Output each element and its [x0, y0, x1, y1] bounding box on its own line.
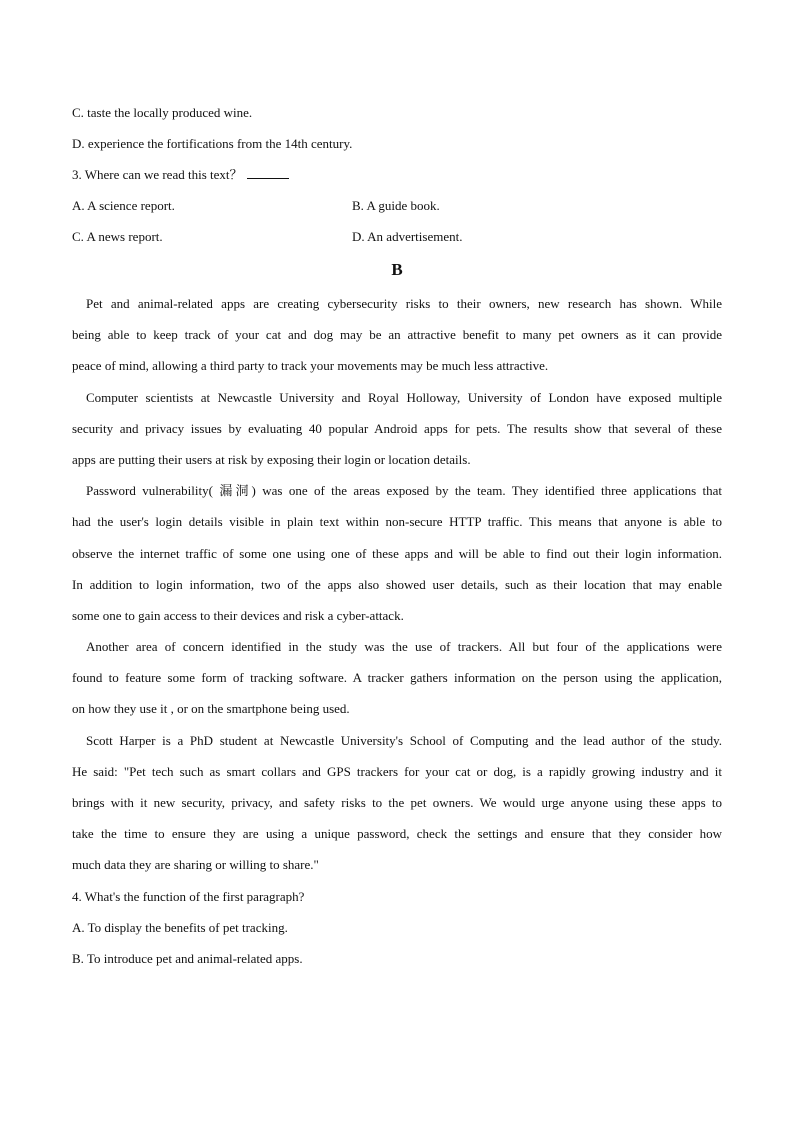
- paragraph-line: take the time to ensure they are using a unique password, check the settings and ensure that they consider how: [72, 826, 722, 842]
- paragraph-line: security and privacy issues by evaluating 40 popular Android apps for pets. The results show that several of these: [72, 420, 722, 436]
- question-4-option-a: A. To display the benefits of pet tracking.: [72, 919, 288, 935]
- paragraph-line: peace of mind, allowing a third party to track your movements may be much less attractive.: [72, 358, 549, 374]
- paragraph-2: [72, 382, 722, 476]
- paragraph-line: Computer scientists at Newcastle University and Royal Holloway, University of London have exposed multiple: [86, 389, 722, 405]
- paragraph-line: being able to keep track of your cat and dog may be an attractive benefit to many pet owners as it can provide: [72, 327, 722, 343]
- question-3-option-d: D. An advertisement.: [352, 229, 463, 244]
- paragraph-line: Password vulnerability( 漏洞) was one of the areas exposed by the team. They identified three applications that: [86, 483, 722, 499]
- option-c-prev-question: C. taste the locally produced wine.: [72, 105, 253, 120]
- paragraph-5: [72, 725, 722, 881]
- option-d-prev-question: D. experience the fortifications from the 14th century.: [72, 136, 353, 151]
- question-3-options-row-1: [72, 190, 722, 221]
- answer-blank: [247, 168, 289, 179]
- paragraph-line: brings with it new security, privacy, and safety risks to the pet owners. We would urge anyone using these apps to: [72, 795, 722, 810]
- paragraph-3: [72, 475, 722, 631]
- section-b-title: B: [391, 260, 403, 279]
- question-4-text: 4. What's the function of the first paragraph?: [72, 888, 305, 904]
- paragraph-line: much data they are sharing or willing to share.": [72, 857, 319, 873]
- paragraph-line: some one to gain access to their devices and risk a cyber-attack.: [72, 607, 404, 623]
- question-3: [72, 159, 722, 190]
- paragraph-line: had the user's login details visible in plain text within non-secure HTTP traffic. This means that anyone is able to: [72, 514, 722, 530]
- paragraph-1: [72, 288, 722, 382]
- question-3-option-c: C. A news report.: [72, 229, 163, 244]
- paragraph-line: found to feature some form of tracking software. A tracker gathers information on the person using the application,: [72, 670, 722, 686]
- paragraph-4: [72, 631, 722, 725]
- paragraph-line: In addition to login information, two of the apps also showed user details, such as their location that may enable: [72, 576, 722, 592]
- question-3-text: 3. Where can we read this text？: [72, 167, 243, 182]
- paragraph-line: Another area of concern identified in the study was the use of trackers. All but four of the applications were: [86, 639, 722, 655]
- document-page: [72, 97, 722, 974]
- paragraph-line: on how they use it , or on the smartphone being used.: [72, 701, 350, 717]
- question-3-option-a: A. A science report.: [72, 198, 175, 213]
- paragraph-line: Pet and animal-related apps are creating cybersecurity risks to their owners, new research has shown. While: [86, 296, 722, 311]
- paragraph-line: Scott Harper is a PhD student at Newcastle University's School of Computing and the lead author of the study.: [86, 732, 722, 748]
- question-3-options-row-2: [72, 221, 722, 252]
- paragraph-line: apps are putting their users at risk by exposing their login or location details.: [72, 451, 471, 467]
- question-4-option-b: B. To introduce pet and animal-related apps.: [72, 950, 303, 966]
- question-3-option-b: B. A guide book.: [352, 198, 440, 213]
- paragraph-line: He said: "Pet tech such as smart collars and GPS trackers for your cat or dog, is a rapidly growing industry and it: [72, 763, 722, 779]
- paragraph-line: observe the internet traffic of some one using one of these apps and will be able to find out their login information.: [72, 545, 722, 561]
